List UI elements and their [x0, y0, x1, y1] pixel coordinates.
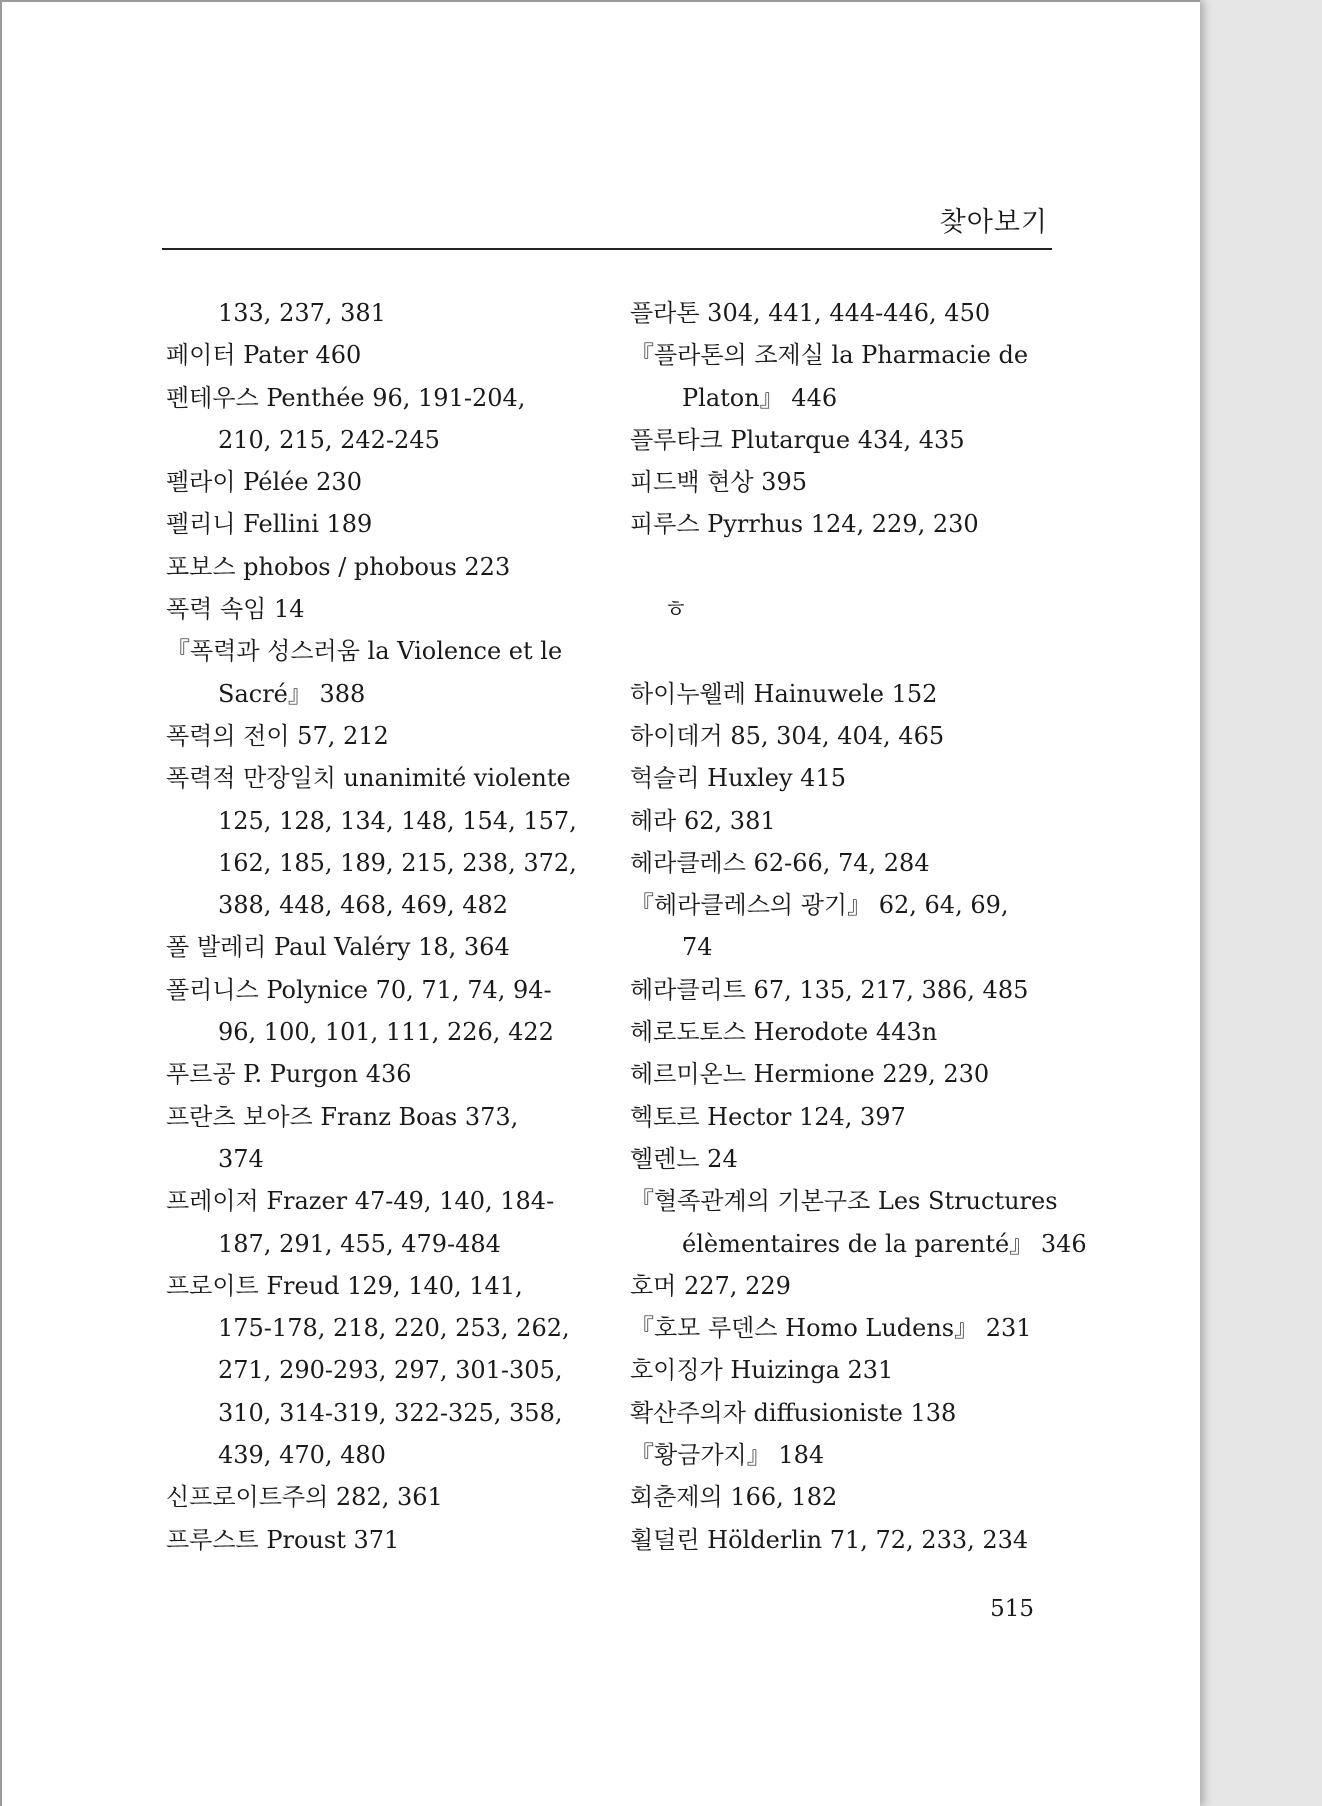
index-entry-continuation: Sacré』 388 — [218, 679, 366, 708]
index-entry: 『플라톤의 조제실 la Pharmacie de — [630, 341, 1029, 370]
index-entry: 폴리니스 Polynice 70, 71, 74, 94- — [166, 975, 552, 1004]
index-entry: 『헤라클레스의 광기』 62, 64, 69, — [630, 891, 1009, 920]
index-entry-continuation: 388, 448, 468, 469, 482 — [218, 891, 509, 920]
index-entry-continuation: 175-178, 218, 220, 253, 262, — [218, 1314, 570, 1343]
index-entry: 호머 227, 229 — [630, 1271, 791, 1300]
index-entry: 플라톤 304, 441, 444-446, 450 — [630, 299, 991, 327]
index-entry: 프로이트 Freud 129, 140, 141, — [166, 1271, 523, 1300]
index-entry: 펜테우스 Penthée 96, 191-204, — [166, 383, 526, 412]
running-header-title: 찾아보기 — [939, 207, 1048, 238]
index-entry-continuation: 96, 100, 101, 111, 226, 422 — [218, 1018, 554, 1047]
index-entry: 회춘제의 166, 182 — [630, 1483, 838, 1512]
index-entry: 헬렌느 24 — [630, 1144, 738, 1173]
index-entry: 『황금가지』 184 — [630, 1441, 825, 1470]
index-entry: 확산주의자 diffusioniste 138 — [630, 1398, 957, 1427]
index-entry: 폭력의 전이 57, 212 — [166, 721, 389, 750]
index-entry: 페이터 Pater 460 — [166, 341, 362, 370]
index-column-right — [630, 292, 1087, 1561]
header-divider — [162, 248, 1052, 250]
index-entry: 『혈족관계의 기본구조 Les Structures — [630, 1187, 1058, 1216]
index-entry: 헤로도토스 Herodote 443n — [630, 1018, 938, 1047]
index-entry: 폴 발레리 Paul Valéry 18, 364 — [166, 933, 510, 962]
index-entry: 헥토르 Hector 124, 397 — [630, 1102, 906, 1131]
index-entry: 플루타크 Plutarque 434, 435 — [630, 425, 965, 454]
index-entry-continuation: 125, 128, 134, 148, 154, 157, — [218, 806, 577, 835]
section-heading: ㅎ — [664, 595, 688, 624]
index-entry: 푸르공 P. Purgon 436 — [166, 1060, 412, 1089]
page-number: 515 — [990, 1596, 1034, 1622]
index-entry: 하이데거 85, 304, 404, 465 — [630, 721, 945, 750]
index-entry: 『폭력과 성스러움 la Violence et le — [166, 637, 563, 666]
index-entry: 헤르미온느 Hermione 229, 230 — [630, 1060, 990, 1089]
index-entry: 횔덜린 Hölderlin 71, 72, 233, 234 — [630, 1525, 1029, 1554]
index-entry-continuation: 74 — [682, 933, 713, 962]
index-entry: 포보스 phobos / phobous 223 — [166, 552, 511, 581]
index-entry: 피드백 현상 395 — [630, 468, 807, 497]
index-entry: 헤라 62, 381 — [630, 806, 776, 835]
index-entry-continuation: 271, 290-293, 297, 301-305, — [218, 1356, 563, 1385]
index-entry: 헉슬리 Huxley 415 — [630, 764, 846, 793]
index-entry-continuation: 374 — [218, 1144, 264, 1173]
index-column-left — [166, 292, 606, 1561]
index-entry: 『호모 루덴스 Homo Ludens』 231 — [630, 1314, 1032, 1343]
index-entry: 헤라클리트 67, 135, 217, 386, 485 — [630, 975, 1029, 1004]
index-entry: 폭력 속임 14 — [166, 595, 305, 624]
index-entry-continuation: 210, 215, 242-245 — [218, 425, 440, 454]
index-entry-continuation: élèmentaires de la parenté』 346 — [682, 1229, 1087, 1258]
index-entry: 호이징가 Huizinga 231 — [630, 1356, 894, 1385]
index-entry: 펠리니 Fellini 189 — [166, 510, 373, 539]
index-entry: 피루스 Pyrrhus 124, 229, 230 — [630, 510, 979, 539]
blank-line — [630, 630, 1070, 672]
blank-line — [630, 546, 1070, 588]
index-entry: 신프로이트주의 282, 361 — [166, 1483, 443, 1512]
index-entry: 프루스트 Proust 371 — [166, 1525, 400, 1554]
index-entry-continuation: 439, 470, 480 — [218, 1441, 386, 1470]
index-entry: 프란츠 보아즈 Franz Boas 373, — [166, 1102, 519, 1131]
index-entry-continuation: 187, 291, 455, 479-484 — [218, 1229, 501, 1258]
index-entry-continuation: 162, 185, 189, 215, 238, 372, — [218, 848, 577, 877]
index-entry: 하이누웰레 Hainuwele 152 — [630, 679, 938, 708]
index-entry-continuation: 133, 237, 381 — [218, 299, 386, 327]
index-entry: 프레이저 Frazer 47-49, 140, 184- — [166, 1187, 555, 1216]
index-entry-continuation: Platon』 446 — [682, 383, 838, 412]
index-entry: 펠라이 Pélée 230 — [166, 468, 362, 497]
index-entry-continuation: 310, 314-319, 322-325, 358, — [218, 1398, 563, 1427]
index-entry: 폭력적 만장일치 unanimité violente — [166, 764, 571, 793]
index-entry: 헤라클레스 62-66, 74, 284 — [630, 848, 930, 877]
